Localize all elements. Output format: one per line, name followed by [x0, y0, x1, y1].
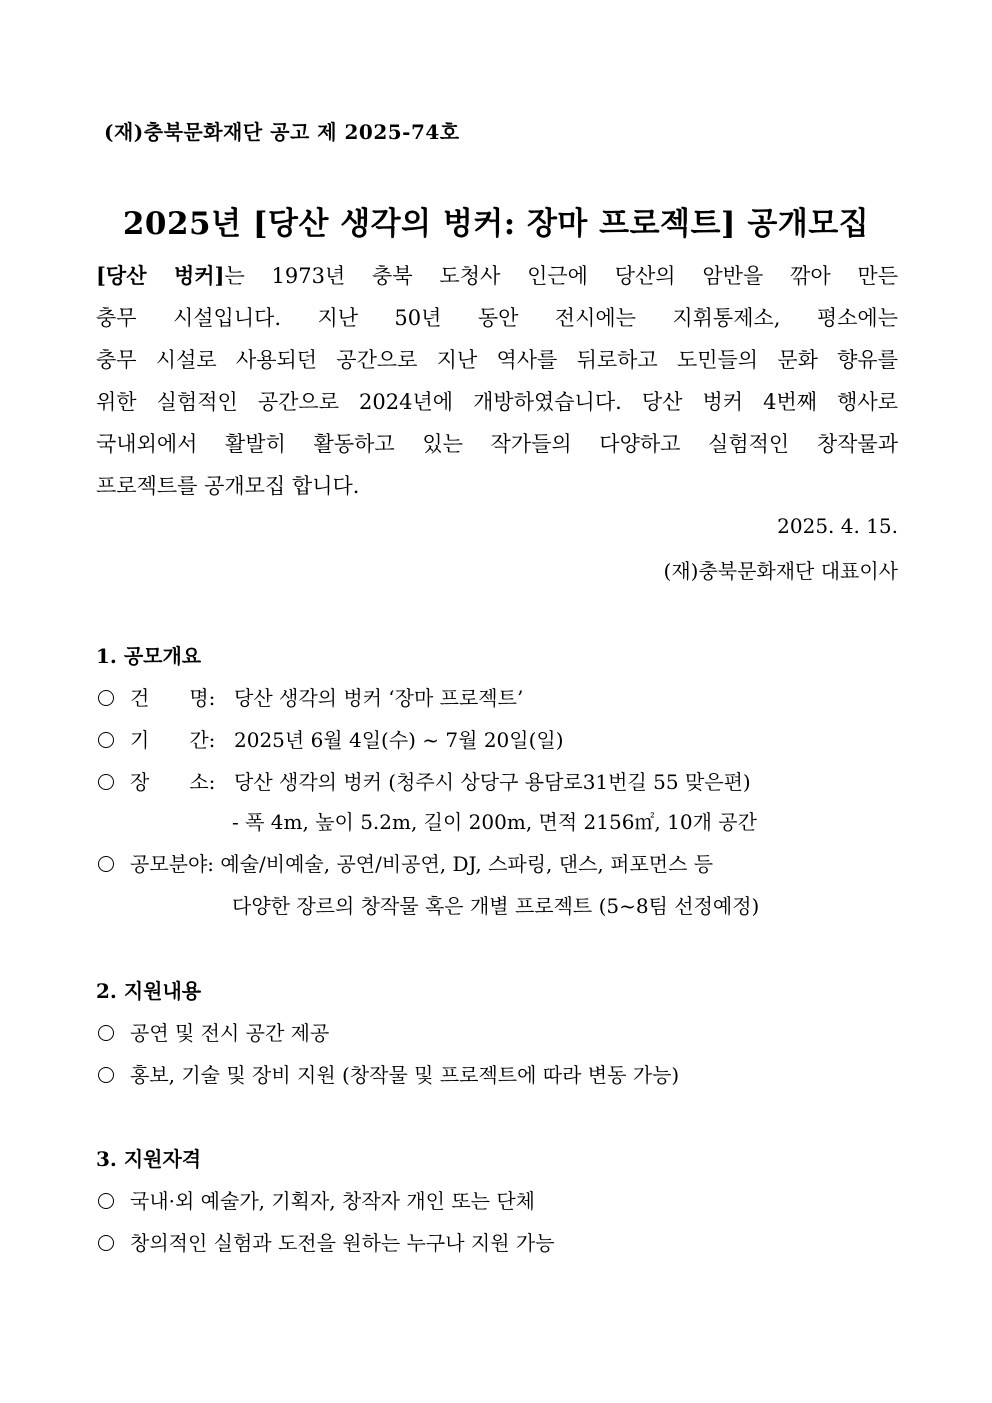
announcement-date: 2025. 4. 15.: [777, 514, 898, 538]
overview-item-field: [98, 848, 713, 877]
intro-line-text: 는 1973년 충북 도청사 인근에 당산의 암반을 깎아 만든: [224, 264, 898, 288]
intro-line: 충무 시설로 사용되던 공간으로 지난 역사를 뒤로하고 도민들의 문화 향유를: [96, 348, 898, 372]
circle-bullet-icon: [98, 1067, 114, 1083]
section-heading-support: 2. 지원내용: [96, 979, 202, 1003]
item-value: 예술/비예술, 공연/비공연, DJ, 스파링, 댄스, 퍼포먼스 등: [220, 852, 714, 876]
circle-bullet-icon: [98, 856, 114, 872]
circle-bullet-icon: [98, 774, 114, 790]
circle-bullet-icon: [98, 1235, 114, 1251]
item-text: 홍보, 기술 및 장비 지원 (창작물 및 프로젝트에 따라 변동 가능): [130, 1063, 680, 1087]
section-heading-overview: 1. 공모개요: [96, 644, 202, 668]
overview-item-period: [98, 724, 564, 753]
intro-lead-bold: [당산 벙커]: [96, 263, 225, 288]
item-value: 2025년 6월 4일(수) ~ 7월 20일(일): [234, 728, 564, 752]
overview-item-place: [98, 766, 751, 795]
eligibility-item: [98, 1185, 535, 1214]
circle-bullet-icon: [98, 690, 114, 706]
document-title: 2025년 [당산 생각의 벙커: 장마 프로젝트] 공개모집: [122, 206, 870, 242]
overview-item-name: [98, 682, 523, 711]
intro-line: 위한 실험적인 공간으로 2024년에 개방하였습니다. 당산 벙커 4번째 행사로: [96, 390, 898, 414]
item-label: 기 간:: [130, 728, 216, 752]
issuer-org: (재)충북문화재단 대표이사: [663, 559, 898, 583]
notice-number: (재)충북문화재단 공고 제 2025-74호: [104, 120, 460, 144]
item-value: 당산 생각의 벙커 (청주시 상당구 용담로31번길 55 맞은편): [234, 770, 751, 794]
intro-line: [96, 255, 898, 297]
item-label: 건 명:: [130, 686, 216, 710]
intro-line: 국내외에서 활발히 활동하고 있는 작가들의 다양하고 실험적인 창작물과: [96, 432, 898, 456]
support-item: [98, 1059, 679, 1088]
item-label: 공모분야:: [130, 852, 215, 876]
field-detail: 다양한 장르의 창작물 혹은 개별 프로젝트 (5~8팀 선정예정): [232, 894, 760, 918]
item-text: 국내·외 예술가, 기획자, 창작자 개인 또는 단체: [130, 1189, 535, 1213]
intro-line: 충무 시설입니다. 지난 50년 동안 전시에는 지휘통제소, 평소에는: [96, 306, 898, 330]
item-text: 공연 및 전시 공간 제공: [130, 1021, 330, 1045]
item-text: 창의적인 실험과 도전을 원하는 누구나 지원 가능: [130, 1231, 555, 1255]
eligibility-item: [98, 1227, 555, 1256]
place-detail: - 폭 4m, 높이 5.2m, 길이 200m, 면적 2156㎡, 10개 공간: [232, 810, 757, 834]
item-value: 당산 생각의 벙커 ‘장마 프로젝트’: [234, 686, 524, 710]
intro-line: 프로젝트를 공개모집 합니다.: [96, 474, 360, 498]
item-label: 장 소:: [130, 770, 216, 794]
circle-bullet-icon: [98, 1025, 114, 1041]
intro-paragraph: [96, 255, 898, 507]
circle-bullet-icon: [98, 732, 114, 748]
support-item: [98, 1017, 329, 1046]
section-heading-eligibility: 3. 지원자격: [96, 1147, 202, 1171]
circle-bullet-icon: [98, 1193, 114, 1209]
